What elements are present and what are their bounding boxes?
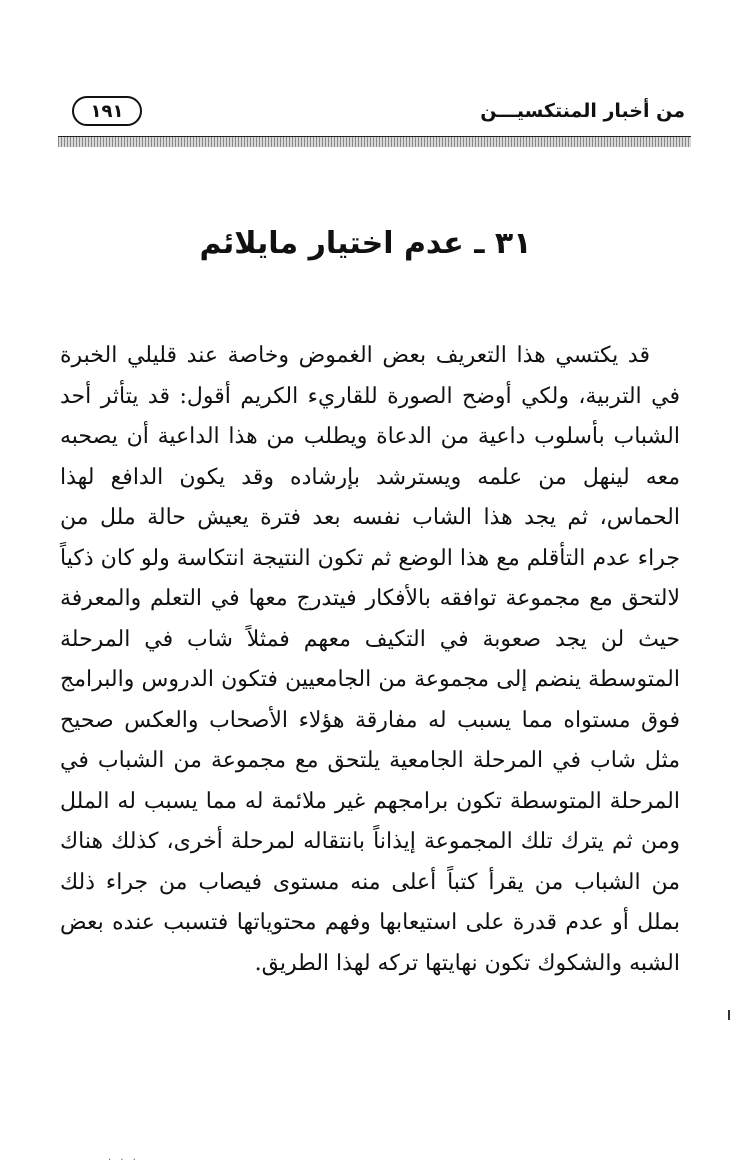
body-paragraph <box>60 336 680 984</box>
running-header <box>58 92 691 136</box>
body-paragraph-text: قد يكتسي هذا التعريف بعض الغموض وخاصة عند قليلي الخبرة في التربية، ولكي أوضح الصورة للقاريء الكريم أقول: قد يتأثر أحد الشباب بأسلوب داعية من الدعاة ويطلب من هذا الداعية أن يصحبه معه لينهل من علمه ويسترشد بإرشاده وقد يكون الدافع لهذا الحماس، ثم يجد هذا الشاب نفسه بعد فترة يعيش حالة ملل من جراء عدم التأقلم مع هذا الوضع ثم تكون النتيجة انتكاسة ولو كان ذكياً لالتحق مع مجموعة توافقه بالأفكار فيتدرج معها في التعلم والمعرفة حيث لن يجد صعوبة في التكيف معهم فمثلاً شاب في المرحلة المتوسطة ينضم إلى مجموعة من الجامعيين فتكون الدروس والبرامج فوق مستواه مما يسبب له مفارقة هؤلاء الأصحاب والعكس صحيح مثل شاب في المرحلة الجامعية يلتحق مع مجموعة من الشباب في المرحلة المتوسطة تكون برامجهم غير ملائمة له مما يسبب له الملل ومن ثم يترك تلك المجموعة إيذاناً بانتقاله لمرحلة أخرى، كذلك هناك من الشباب من يقرأ كتباً أعلى منه مستوى فيصاب من جراء ذلك بملل أو عدم قدرة على استيعابها وفهم محتوياتها فتسبب عنده بعض الشبه والشكوك تكون نهايتها تركه لهذا الطريق. <box>60 343 680 976</box>
scan-speck: · · · <box>108 1155 139 1166</box>
chapter-title: ٣١ ـ عدم اختيار مايلائم <box>199 226 532 261</box>
header-rule <box>58 136 691 147</box>
book-title: من أخبار المنتكسيـــن <box>480 100 685 122</box>
scan-edge-mark <box>728 1010 730 1020</box>
page-number-badge: ١٩١ <box>72 96 142 126</box>
